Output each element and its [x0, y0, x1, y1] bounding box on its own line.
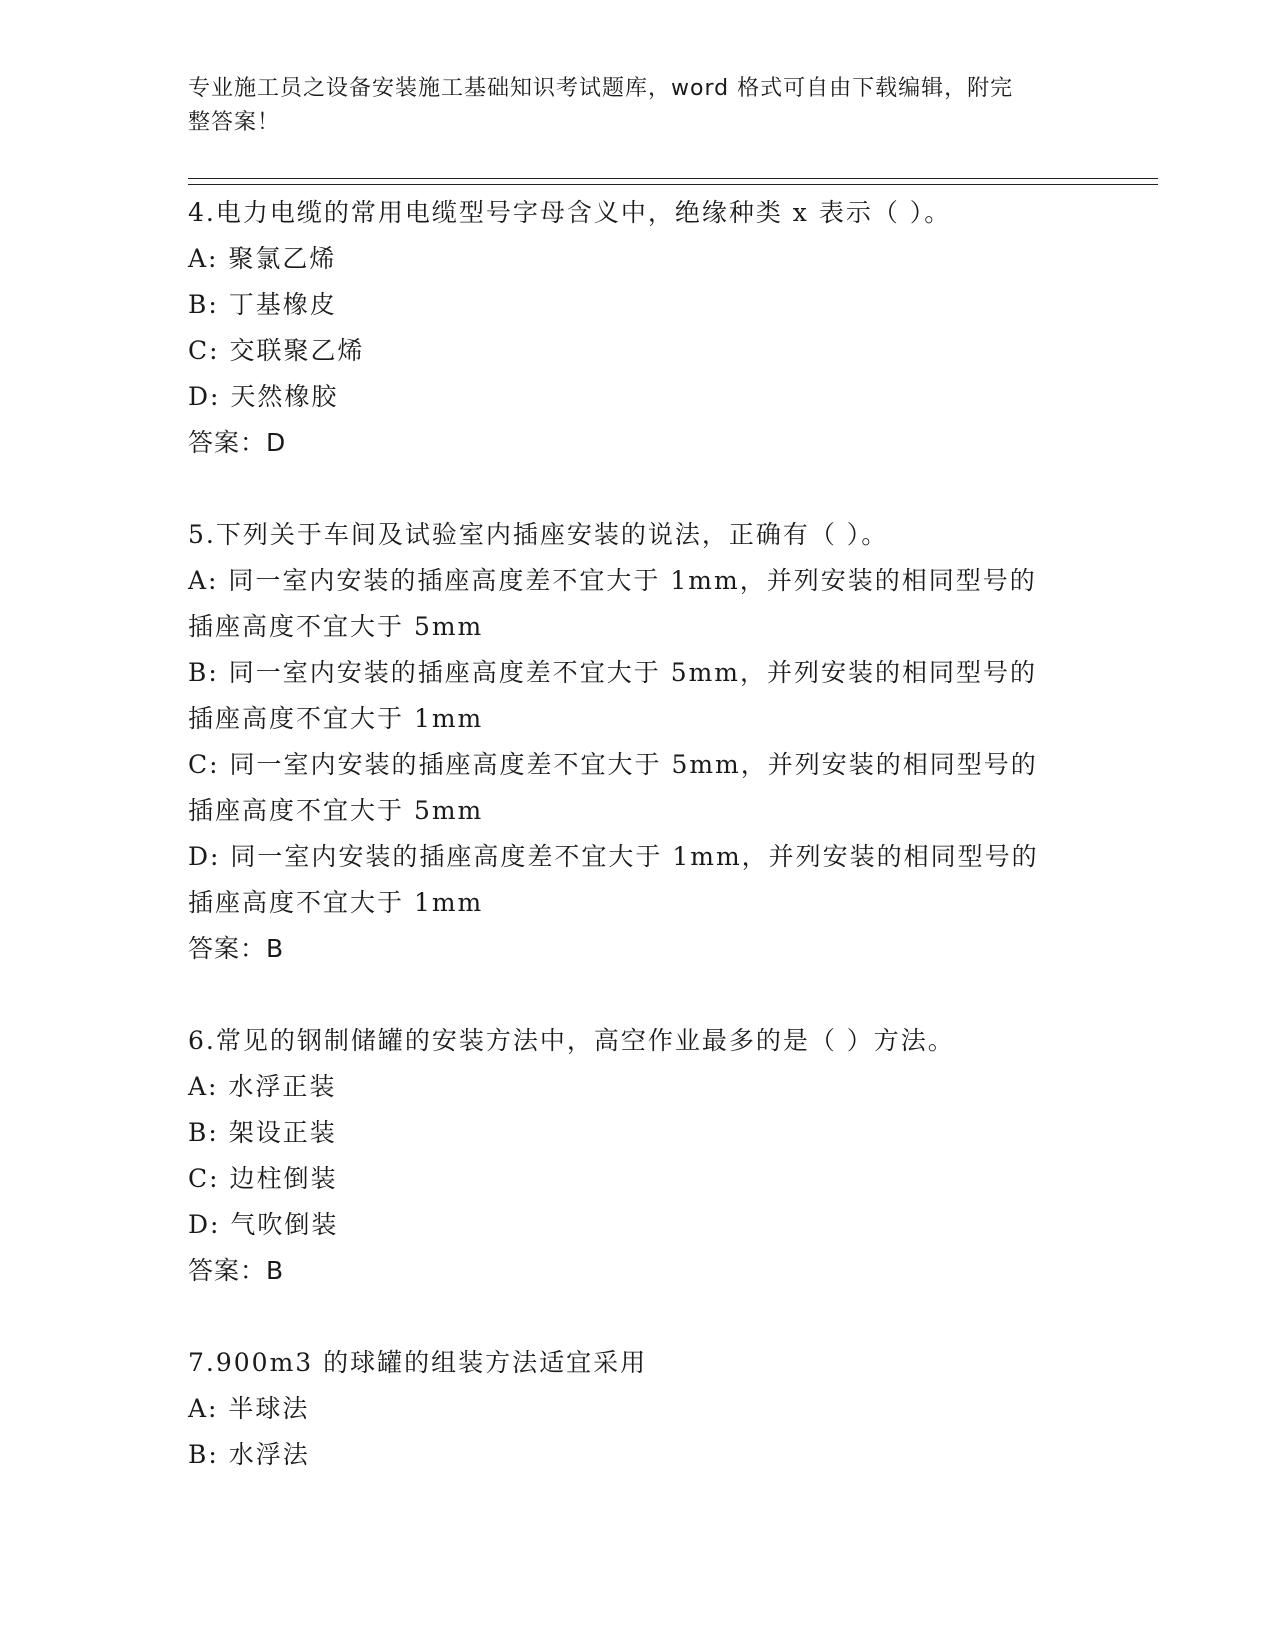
question-7 — [188, 1340, 1088, 1478]
option-a: A: 同一室内安装的插座高度差不宜大于 1mm，并列安装的相同型号的 — [188, 566, 1037, 595]
spacer — [188, 972, 1088, 1018]
option-b: B: 架设正装 — [188, 1118, 337, 1147]
header-divider — [188, 178, 1158, 179]
option-c: C: 同一室内安装的插座高度差不宜大于 5mm，并列安装的相同型号的 — [188, 750, 1038, 779]
option-c-cont: 插座高度不宜大于 5mm — [188, 796, 484, 825]
header-line: 专业施工员之设备安装施工基础知识考试题库，word 格式可自由下载编辑，附完 — [188, 76, 1014, 101]
option-d: D: 同一室内安装的插座高度差不宜大于 1mm，并列安装的相同型号的 — [188, 842, 1039, 871]
spacer — [188, 466, 1088, 512]
option-a: A: 聚氯乙烯 — [188, 244, 337, 273]
question-stem: 5.下列关于车间及试验室内插座安装的说法，正确有（ ）。 — [188, 520, 889, 549]
spacer — [188, 1294, 1088, 1340]
option-c: C: 交联聚乙烯 — [188, 336, 365, 365]
option-c: C: 边柱倒装 — [188, 1164, 338, 1193]
question-6 — [188, 1018, 1088, 1340]
option-b: B: 水浮法 — [188, 1440, 310, 1469]
document-header — [188, 72, 1068, 140]
option-b-cont: 插座高度不宜大于 1mm — [188, 704, 484, 733]
option-d: D: 气吹倒装 — [188, 1210, 339, 1239]
option-a: A: 水浮正装 — [188, 1072, 337, 1101]
answer: 答案：B — [188, 934, 285, 963]
answer: 答案：B — [188, 1256, 285, 1285]
option-d-cont: 插座高度不宜大于 1mm — [188, 888, 484, 917]
option-a: A: 半球法 — [188, 1394, 310, 1423]
question-4 — [188, 190, 1088, 512]
option-b: B: 同一室内安装的插座高度差不宜大于 5mm，并列安装的相同型号的 — [188, 658, 1038, 687]
question-list — [188, 190, 1088, 1478]
header-line: 整答案！ — [188, 110, 281, 135]
question-stem: 7.900m3 的球罐的组装方法适宜采用 — [188, 1348, 648, 1377]
option-d: D: 天然橡胶 — [188, 382, 339, 411]
question-5 — [188, 512, 1088, 1018]
question-stem: 4.电力电缆的常用电缆型号字母含义中，绝缘种类 x 表示（ ）。 — [188, 198, 952, 227]
answer: 答案：D — [188, 428, 287, 457]
option-b: B: 丁基橡皮 — [188, 290, 337, 319]
header-divider — [188, 184, 1158, 185]
question-stem: 6.常见的钢制储罐的安装方法中，高空作业最多的是（ ）方法。 — [188, 1026, 955, 1055]
option-a-cont: 插座高度不宜大于 5mm — [188, 612, 484, 641]
